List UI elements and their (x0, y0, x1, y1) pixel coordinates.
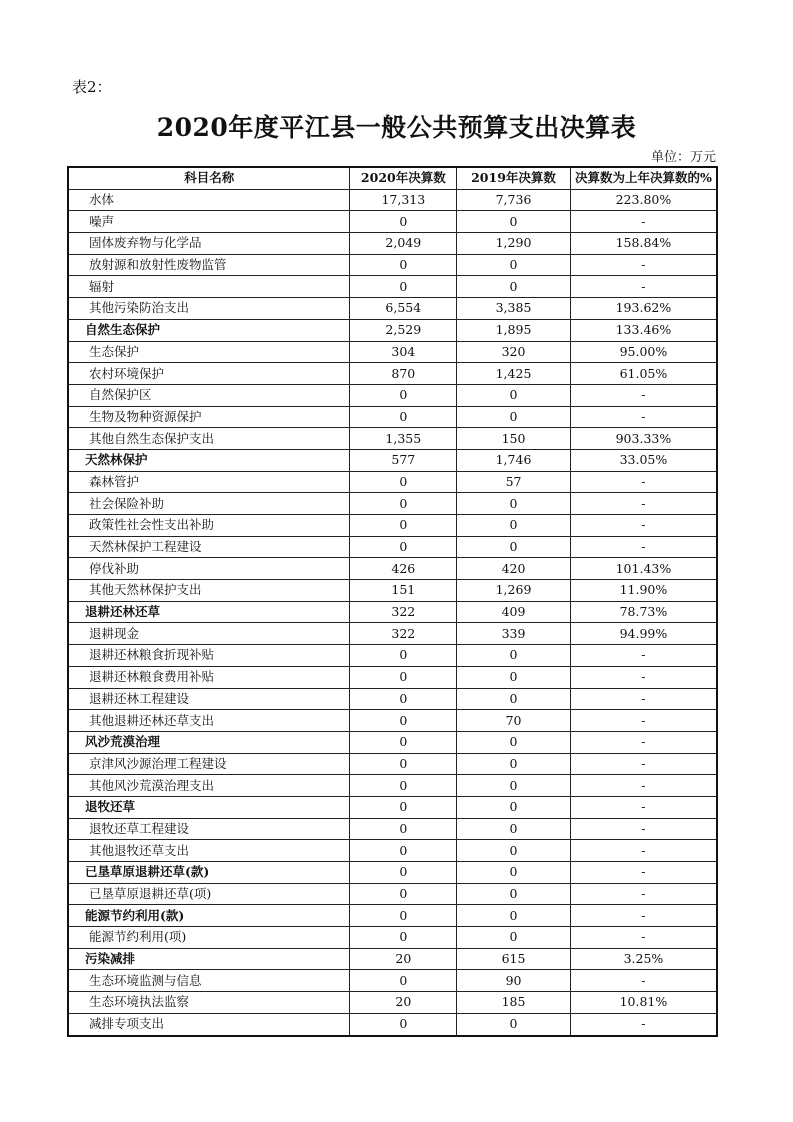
value-2019: 70 (457, 710, 571, 732)
value-percent: 223.80% (570, 189, 717, 211)
value-percent: 95.00% (570, 341, 717, 363)
table-row (68, 471, 717, 493)
value-2019: 0 (457, 905, 571, 927)
item-name: 污染减排 (68, 948, 350, 970)
value-percent: - (570, 493, 717, 515)
value-percent: - (570, 775, 717, 797)
value-2020: 870 (350, 363, 457, 385)
value-2019: 320 (457, 341, 571, 363)
item-name: 固体废弃物与化学品 (68, 233, 350, 255)
item-name: 风沙荒漠治理 (68, 731, 350, 753)
table-row (68, 341, 717, 363)
value-2019: 0 (457, 645, 571, 667)
value-2020: 577 (350, 449, 457, 471)
value-2019: 0 (457, 796, 571, 818)
item-name: 退耕还林还草 (68, 601, 350, 623)
value-2020: 0 (350, 840, 457, 862)
value-2020: 151 (350, 580, 457, 602)
value-2019: 1,746 (457, 449, 571, 471)
value-2019: 1,269 (457, 580, 571, 602)
table-row (68, 1013, 717, 1035)
item-name: 放射源和放射性废物监管 (68, 254, 350, 276)
item-name: 能源节约利用(项) (68, 927, 350, 949)
item-name: 其他退牧还草支出 (68, 840, 350, 862)
value-2019: 1,425 (457, 363, 571, 385)
value-2020: 0 (350, 796, 457, 818)
table-label: 表2： (72, 78, 112, 96)
value-2020: 0 (350, 536, 457, 558)
table-header-row (68, 167, 717, 189)
value-percent: - (570, 688, 717, 710)
category-row (68, 731, 717, 753)
value-2020: 1,355 (350, 428, 457, 450)
value-percent: - (570, 905, 717, 927)
item-name: 已垦草原退耕还草(项) (68, 883, 350, 905)
item-name: 水体 (68, 189, 350, 211)
value-2019: 0 (457, 384, 571, 406)
item-name: 政策性社会性支出补助 (68, 515, 350, 537)
value-percent: - (570, 515, 717, 537)
item-name: 减排专项支出 (68, 1013, 350, 1035)
item-name: 退耕现金 (68, 623, 350, 645)
item-name: 退耕还林工程建设 (68, 688, 350, 710)
value-2019: 0 (457, 1013, 571, 1035)
table-row (68, 970, 717, 992)
table-row (68, 818, 717, 840)
category-row (68, 905, 717, 927)
item-name: 自然生态保护 (68, 319, 350, 341)
table-row (68, 536, 717, 558)
value-2019: 3,385 (457, 298, 571, 320)
value-2020: 322 (350, 601, 457, 623)
value-percent: - (570, 818, 717, 840)
table-row (68, 666, 717, 688)
table-row (68, 927, 717, 949)
table-row (68, 298, 717, 320)
value-percent: - (570, 796, 717, 818)
value-2020: 20 (350, 992, 457, 1014)
value-2020: 0 (350, 276, 457, 298)
item-name: 其他风沙荒漠治理支出 (68, 775, 350, 797)
item-name: 农村环境保护 (68, 363, 350, 385)
value-2020: 0 (350, 970, 457, 992)
value-2020: 0 (350, 883, 457, 905)
table-row (68, 883, 717, 905)
value-percent: 101.43% (570, 558, 717, 580)
table-row (68, 384, 717, 406)
item-name: 退耕还林粮食折现补贴 (68, 645, 350, 667)
budget-table (67, 166, 718, 1037)
value-2019: 150 (457, 428, 571, 450)
item-name: 生态环境执法监察 (68, 992, 350, 1014)
value-2019: 0 (457, 688, 571, 710)
table-row (68, 406, 717, 428)
value-2020: 0 (350, 645, 457, 667)
value-2019: 0 (457, 406, 571, 428)
item-name: 辐射 (68, 276, 350, 298)
value-2019: 339 (457, 623, 571, 645)
category-row (68, 601, 717, 623)
value-2019: 0 (457, 493, 571, 515)
value-percent: - (570, 645, 717, 667)
value-2019: 0 (457, 515, 571, 537)
item-name: 其他自然生态保护支出 (68, 428, 350, 450)
value-2019: 0 (457, 211, 571, 233)
value-2020: 0 (350, 731, 457, 753)
header-percent: 决算数为上年决算数的% (570, 167, 717, 189)
value-percent: - (570, 276, 717, 298)
value-percent: - (570, 753, 717, 775)
value-2020: 0 (350, 927, 457, 949)
value-2020: 2,049 (350, 233, 457, 255)
item-name: 生态环境监测与信息 (68, 970, 350, 992)
value-percent: - (570, 710, 717, 732)
table-row (68, 775, 717, 797)
item-name: 生态保护 (68, 341, 350, 363)
value-percent: - (570, 731, 717, 753)
value-percent: 94.99% (570, 623, 717, 645)
value-2019: 57 (457, 471, 571, 493)
value-2019: 0 (457, 883, 571, 905)
table-row (68, 276, 717, 298)
table-row (68, 710, 717, 732)
page-title: 2020年度平江县一般公共预算支出决算表 (156, 113, 637, 142)
value-2020: 322 (350, 623, 457, 645)
table-row (68, 840, 717, 862)
item-name: 天然林保护工程建设 (68, 536, 350, 558)
value-percent: 61.05% (570, 363, 717, 385)
value-percent: - (570, 536, 717, 558)
value-2020: 0 (350, 254, 457, 276)
value-percent: - (570, 883, 717, 905)
value-2020: 0 (350, 862, 457, 884)
item-name: 停伐补助 (68, 558, 350, 580)
value-2020: 0 (350, 753, 457, 775)
value-2020: 17,313 (350, 189, 457, 211)
table-row (68, 428, 717, 450)
value-percent: 10.81% (570, 992, 717, 1014)
value-2020: 0 (350, 384, 457, 406)
value-percent: 3.25% (570, 948, 717, 970)
item-name: 其他退耕还林还草支出 (68, 710, 350, 732)
value-percent: - (570, 970, 717, 992)
value-2020: 0 (350, 666, 457, 688)
value-2019: 0 (457, 753, 571, 775)
value-2019: 0 (457, 254, 571, 276)
item-name: 社会保险补助 (68, 493, 350, 515)
value-percent: - (570, 254, 717, 276)
table-row (68, 645, 717, 667)
category-row (68, 948, 717, 970)
item-name: 退牧还草工程建设 (68, 818, 350, 840)
table-row (68, 493, 717, 515)
value-2019: 0 (457, 862, 571, 884)
value-2019: 0 (457, 731, 571, 753)
value-percent: - (570, 471, 717, 493)
category-row (68, 319, 717, 341)
value-percent: 133.46% (570, 319, 717, 341)
value-percent: 78.73% (570, 601, 717, 623)
value-2020: 2,529 (350, 319, 457, 341)
value-percent: - (570, 1013, 717, 1035)
value-2019: 1,290 (457, 233, 571, 255)
item-name: 其他污染防治支出 (68, 298, 350, 320)
header-item-name: 科目名称 (68, 167, 350, 189)
item-name: 退耕还林粮食费用补贴 (68, 666, 350, 688)
value-2019: 0 (457, 927, 571, 949)
item-name: 自然保护区 (68, 384, 350, 406)
value-2019: 0 (457, 666, 571, 688)
table-row (68, 363, 717, 385)
value-2020: 0 (350, 406, 457, 428)
category-row (68, 449, 717, 471)
header-2019: 2019年决算数 (457, 167, 571, 189)
value-percent: - (570, 406, 717, 428)
category-row (68, 862, 717, 884)
item-name: 天然林保护 (68, 449, 350, 471)
value-2020: 304 (350, 341, 457, 363)
table-row (68, 753, 717, 775)
value-2019: 90 (457, 970, 571, 992)
table-row (68, 688, 717, 710)
value-2020: 6,554 (350, 298, 457, 320)
item-name: 其他天然林保护支出 (68, 580, 350, 602)
value-2020: 0 (350, 818, 457, 840)
value-percent: 903.33% (570, 428, 717, 450)
item-name: 退牧还草 (68, 796, 350, 818)
header-2020: 2020年决算数 (350, 167, 457, 189)
table-row (68, 992, 717, 1014)
value-percent: 11.90% (570, 580, 717, 602)
value-2019: 420 (457, 558, 571, 580)
value-percent: - (570, 666, 717, 688)
table-row (68, 233, 717, 255)
value-percent: 33.05% (570, 449, 717, 471)
table-row (68, 189, 717, 211)
unit-label: 单位：万元 (650, 150, 716, 165)
value-percent: - (570, 862, 717, 884)
value-2020: 0 (350, 515, 457, 537)
value-2019: 0 (457, 818, 571, 840)
table-row (68, 211, 717, 233)
value-2019: 0 (457, 775, 571, 797)
value-percent: 158.84% (570, 233, 717, 255)
value-2019: 7,736 (457, 189, 571, 211)
item-name: 京津风沙源治理工程建设 (68, 753, 350, 775)
value-2019: 615 (457, 948, 571, 970)
table-row (68, 623, 717, 645)
item-name: 已垦草原退耕还草(款) (68, 862, 350, 884)
value-2020: 0 (350, 211, 457, 233)
item-name: 噪声 (68, 211, 350, 233)
value-2019: 409 (457, 601, 571, 623)
value-percent: 193.62% (570, 298, 717, 320)
value-2020: 0 (350, 1013, 457, 1035)
value-2019: 1,895 (457, 319, 571, 341)
value-percent: - (570, 840, 717, 862)
value-2019: 0 (457, 276, 571, 298)
value-2020: 20 (350, 948, 457, 970)
value-2020: 0 (350, 775, 457, 797)
item-name: 生物及物种资源保护 (68, 406, 350, 428)
table-row (68, 580, 717, 602)
table-row (68, 254, 717, 276)
value-2020: 0 (350, 710, 457, 732)
table-row (68, 515, 717, 537)
value-2019: 0 (457, 840, 571, 862)
value-2019: 0 (457, 536, 571, 558)
value-2020: 0 (350, 905, 457, 927)
category-row (68, 796, 717, 818)
value-2019: 185 (457, 992, 571, 1014)
item-name: 能源节约利用(款) (68, 905, 350, 927)
table-row (68, 558, 717, 580)
value-percent: - (570, 927, 717, 949)
value-percent: - (570, 384, 717, 406)
value-2020: 0 (350, 471, 457, 493)
value-percent: - (570, 211, 717, 233)
value-2020: 426 (350, 558, 457, 580)
value-2020: 0 (350, 493, 457, 515)
item-name: 森林管护 (68, 471, 350, 493)
value-2020: 0 (350, 688, 457, 710)
